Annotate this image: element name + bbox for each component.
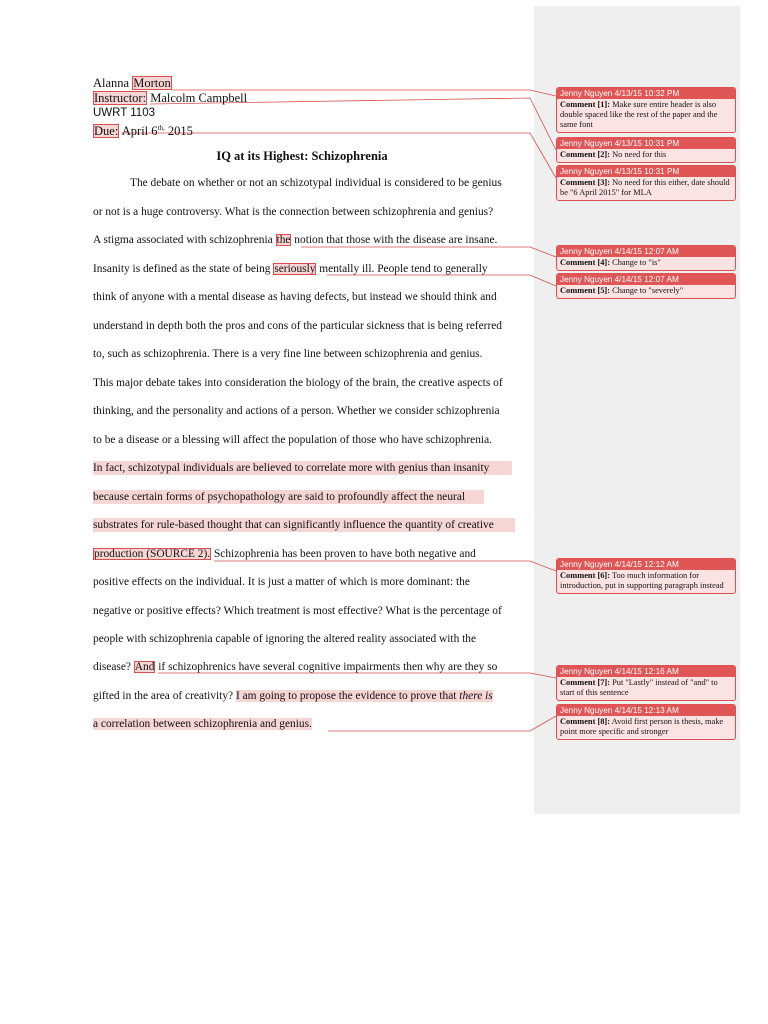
comment-balloon-2[interactable] bbox=[556, 137, 736, 163]
comment-balloon-8[interactable] bbox=[556, 704, 736, 740]
comment-balloon-1[interactable] bbox=[556, 87, 736, 133]
due-date: April $6^{th,}$ 2015 bbox=[121, 124, 193, 139]
marked-word-the[interactable]: the bbox=[276, 234, 291, 246]
comment-meta: Jenny Nguyen 4/14/15 12:07 AM bbox=[557, 246, 735, 257]
header-due bbox=[93, 121, 193, 138]
comment-body: Comment [6]: Too much information for introduction, put in supporting paragraph instead bbox=[560, 571, 724, 590]
marked-thesis-end[interactable]: a correlation between schizophrenia and genius. bbox=[93, 718, 312, 730]
body-line-6: understand in depth both the pros and cons of the particular sickness that is being referred bbox=[93, 320, 502, 332]
name-last-marked[interactable]: Morton bbox=[133, 76, 171, 90]
comment-balloon-7[interactable] bbox=[556, 665, 736, 701]
body-line-3: A stigma associated with schizophrenia the notion that those with the disease are insane. bbox=[93, 234, 498, 246]
instructor-label-marked[interactable]: Instructor: bbox=[94, 91, 147, 105]
body-line-16: negative or positive effects? Which treatment is most effective? What is the percentage of bbox=[93, 605, 502, 617]
body-line-18: disease? And if schizophrenics have several cognitive impairments then why are they so bbox=[93, 661, 498, 673]
comment-meta: Jenny Nguyen 4/13/15 10:31 PM bbox=[557, 138, 735, 149]
comment-body: Comment [3]: No need for this either, date should be "6 April 2015" for MLA bbox=[560, 178, 730, 197]
comment-body: Comment [5]: Change to "severely" bbox=[560, 286, 684, 295]
leader-comment-2 bbox=[150, 98, 556, 150]
body-line-9: thinking, and the personality and actions of a person. Whether we consider schizophrenia bbox=[93, 405, 500, 417]
instructor-name: Malcolm Campbell bbox=[150, 91, 248, 105]
body-line-10: to be a disease or a blessing will affect the population of those who have schizophrenia. bbox=[93, 434, 492, 446]
leader-comment-6 bbox=[214, 561, 556, 571]
marked-thesis-start[interactable]: I am going to propose the evidence to prove that there is bbox=[235, 690, 493, 702]
comment-meta: Jenny Nguyen 4/14/15 12:12 AM bbox=[557, 559, 735, 570]
header-name bbox=[93, 76, 172, 90]
comment-body: Comment [4]: Change to "is" bbox=[560, 258, 661, 267]
body-line-7: to, such as schizophrenia. There is a very fine line between schizophrenia and genius. bbox=[93, 348, 483, 360]
body-line-17: people with schizophrenia capable of ignoring the altered reality associated with the bbox=[93, 633, 477, 645]
essay-title: IQ at its Highest: Schizophrenia bbox=[216, 149, 388, 163]
body-line-4: Insanity is defined as the state of being seriously mentally ill. People tend to generally bbox=[93, 263, 488, 275]
marked-word-and[interactable]: And bbox=[134, 661, 155, 673]
name-first: Alanna bbox=[93, 76, 130, 90]
leader-comment-4 bbox=[301, 247, 556, 257]
body-line-13-highlighted[interactable]: substrates for rule-based thought that can significantly influence the quantity of creative bbox=[93, 518, 515, 532]
marked-source-2[interactable]: production (SOURCE 2). bbox=[94, 548, 211, 560]
comment-balloon-4[interactable] bbox=[556, 245, 736, 271]
comment-meta: Jenny Nguyen 4/14/15 12:13 AM bbox=[557, 705, 735, 716]
comment-meta: Jenny Nguyen 4/13/15 10:31 PM bbox=[557, 166, 735, 177]
comment-meta: Jenny Nguyen 4/14/15 12:16 AM bbox=[557, 666, 735, 677]
comment-meta: Jenny Nguyen 4/13/15 10:32 PM bbox=[557, 88, 735, 99]
body-line-1: The debate on whether or not an schizotypal individual is considered to be genius bbox=[130, 177, 502, 189]
header-instructor bbox=[93, 91, 247, 105]
comment-balloon-6[interactable] bbox=[556, 558, 736, 594]
comment-balloon-3[interactable] bbox=[556, 165, 736, 201]
body-line-8: This major debate takes into consideration the biology of the brain, the creative aspects of bbox=[93, 377, 503, 389]
comment-balloon-5[interactable] bbox=[556, 273, 736, 299]
body-line-5: think of anyone with a mental disease as having defects, but instead we should think and bbox=[93, 291, 497, 303]
comment-body: Comment [2]: No need for this bbox=[560, 150, 667, 159]
body-line-19: gifted in the area of creativity? I am going to propose the evidence to prove that there is bbox=[93, 690, 493, 702]
body-line-11-highlighted[interactable]: In fact, schizotypal individuals are believed to correlate more with genius than insanity bbox=[93, 461, 512, 475]
due-label-marked[interactable]: Due: bbox=[94, 124, 119, 139]
body-line-14: production (SOURCE 2). Schizophrenia has been proven to have both negative and bbox=[94, 548, 476, 560]
comment-body: Comment [1]: Make sure entire header is also double spaced like the rest of the paper and the same font bbox=[560, 100, 718, 129]
comment-meta: Jenny Nguyen 4/14/15 12:07 AM bbox=[557, 274, 735, 285]
leader-comment-5 bbox=[327, 275, 556, 286]
comment-body: Comment [8]: Avoid first person is thesis, make point more specific and stronger bbox=[560, 717, 724, 736]
comment-body: Comment [7]: Put "Lastly" instead of "and" to start of this sentence bbox=[560, 678, 718, 697]
body-line-20 bbox=[93, 717, 533, 731]
marked-word-seriously[interactable]: seriously bbox=[274, 263, 316, 275]
body-line-15: positive effects on the individual. It is just a matter of which is more dominant: the bbox=[93, 576, 470, 588]
body-line-12-highlighted[interactable]: because certain forms of psychopathology are said to profoundly affect the neural bbox=[93, 490, 484, 504]
header-course: UWRT 1103 bbox=[93, 107, 155, 119]
body-line-2: or not is a huge controversy. What is the connection between schizophrenia and genius? bbox=[93, 206, 494, 218]
